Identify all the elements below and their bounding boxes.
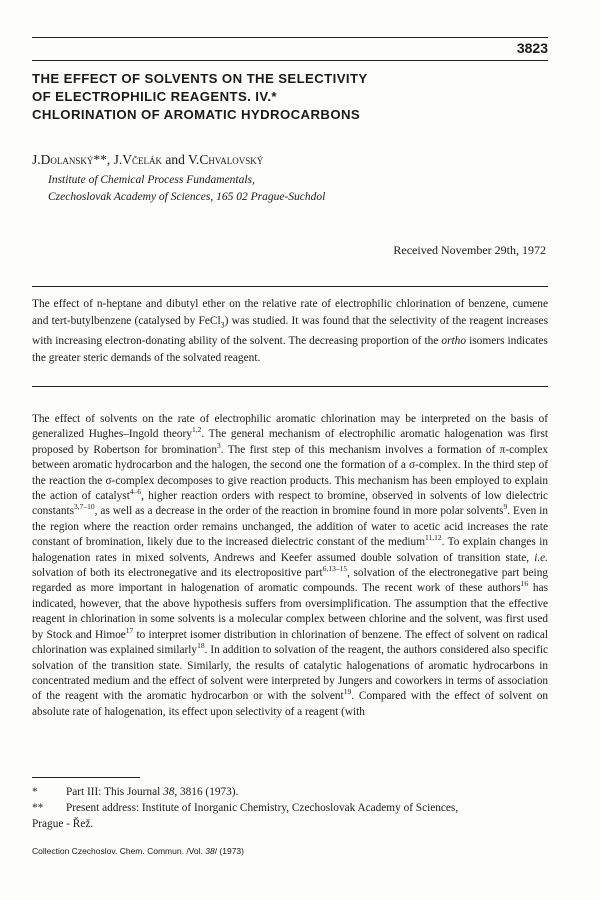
- author-2-initial: J.: [113, 152, 123, 167]
- citation-ref: 16: [520, 579, 529, 589]
- abstract-subscript: 3: [220, 319, 225, 329]
- title-line-1: THE EFFECT OF SOLVENTS ON THE SELECTIVITY: [32, 71, 368, 86]
- citation-ref: 11,12: [425, 533, 442, 543]
- body-text: . The general mechanism of electrophilic aromatic halogenation was first proposed by Robertson for bromination: [32, 428, 548, 456]
- author-3-name: Chvalovský: [199, 152, 264, 167]
- footnote-rule: [32, 777, 140, 778]
- citation-ref: 3: [216, 441, 221, 451]
- footnote-1: [32, 784, 548, 800]
- citation-ref: 6,13–15: [322, 564, 348, 574]
- author-2-name: Včelák: [122, 152, 163, 167]
- body-text: . Compared with the effect of solvent on absolute rate of halogenation, its effect upon selectivity of a reagent (with: [32, 690, 548, 718]
- abstract-ortho: ortho: [441, 335, 467, 348]
- author-separator-1: ,: [106, 152, 114, 167]
- abstract-part-3: isomers indicates the greater steric demands of the solvated reagent.: [32, 335, 548, 365]
- body-text: to interpret isomer distribution in chlorination of benzene. The effect of solvent on radical chlorination was explained similarly: [32, 628, 548, 657]
- body-text: solvation of both its electronegative and its electropositive part: [32, 567, 323, 580]
- citation-ref: 17: [125, 625, 134, 635]
- author-separator-2: and: [162, 152, 189, 167]
- article-title: [32, 70, 552, 124]
- body-paragraph: [32, 412, 548, 720]
- journal-text: / (1973): [214, 846, 244, 856]
- journal-footer: [32, 846, 244, 856]
- body-text: , solvation of the electronegative part being regarded as more important in halogenation of aromatic compounds. The recent work of these authors: [32, 567, 548, 595]
- footnote-text-part: Part III: This Journal: [66, 786, 164, 798]
- citation-ref: 3,7–10: [74, 502, 95, 512]
- journal-volume: 38: [205, 846, 215, 856]
- citation-ref: 1,2: [191, 425, 202, 435]
- citation-ref: 4–6: [129, 487, 142, 497]
- journal-text: Collection Czechoslov. Chem. Commun. /Vol.: [32, 846, 206, 856]
- author-list: [32, 152, 263, 168]
- abstract: [32, 296, 548, 367]
- body-text: has indicated, however, that the above hypothesis suffers from oversimplification. The assumption that the effective reagent in chlorination in some solvents is a molecular complex between chlorine and the solvent, was first used by Stock and Himoe: [32, 582, 548, 641]
- footnote-text-part: , 3816 (1973).: [174, 786, 239, 798]
- title-line-2: OF ELECTROPHILIC REAGENTS. IV.*: [32, 89, 277, 104]
- footnote-text: [66, 784, 548, 800]
- abstract-part-1: The effect of n-heptane and dibutyl ether on the relative rate of electrophilic chlorination of benzene, cumene and tert-butylbenzene (catalysed by FeCl: [32, 298, 548, 327]
- footnote-text: Present address: Institute of Inorganic Chemistry, Czechoslovak Academy of Sciences,: [66, 802, 459, 814]
- body-text: . The first step of this mechanism involves a formation of π-complex between aromatic hydrocarbon and the halogen, the second one the formation of a σ-complex. In the third step of the reaction the σ-complex decomposes to give reaction products. This mechanism has been employed to explain the action of catalyst: [32, 443, 548, 503]
- footnote-mark: **: [32, 802, 44, 814]
- body-text: . Even in the region where the reaction order remains unchanged, the addition of water to acetic acid increases the rate constant of bromination, likely due to the increased dielectric constant of the medium: [32, 505, 548, 549]
- top-rule-1: [32, 37, 548, 38]
- body-text: , as well as a decrease in the order of the reaction in bromine found in more polar solvents: [94, 505, 504, 518]
- body-italic: i.e.: [534, 551, 548, 564]
- author-3-initial: V.: [188, 152, 200, 167]
- top-rule-2: [32, 60, 548, 61]
- received-date: Received November 29th, 1972: [393, 243, 546, 257]
- page-number: 3823: [516, 40, 548, 56]
- author-1-initial: J.: [32, 152, 41, 167]
- abstract-bottom-rule: [32, 386, 548, 387]
- abstract-top-rule: [32, 286, 548, 287]
- citation-ref: 18: [197, 641, 205, 651]
- body-text: . To explain changes in halogenation rates in mixed solvents, Andrews and Keefer assumed double solvation of transition state,: [32, 536, 548, 564]
- affiliation: [48, 172, 325, 206]
- body-text: The effect of solvents on the rate of electrophilic aromatic chlorination may be interpreted on the basis of generalized Hughes–Ingold theory: [32, 413, 548, 441]
- author-1-name: Dolanský**: [40, 152, 107, 167]
- footnotes: [32, 784, 548, 832]
- footnote-2: [32, 800, 548, 816]
- title-line-3: CHLORINATION OF AROMATIC HYDROCARBONS: [32, 107, 361, 122]
- affiliation-line-1: Institute of Chemical Process Fundamentals,: [48, 174, 255, 186]
- citation-ref: 9: [503, 502, 508, 512]
- body-text: , higher reaction orders with respect to bromine, observed in solvents of low dielectric constants: [32, 490, 549, 518]
- footnote-volume: 38: [163, 786, 175, 798]
- abstract-part-2: ) was studied. It was found that the selectivity of the reagent increases with increasing electron-donating ability of the solvent. The decreasing proportion of the: [32, 314, 549, 348]
- citation-ref: 19: [343, 687, 352, 697]
- footnote-mark: *: [32, 786, 38, 798]
- body-text: . In addition to solvation of the reagent, the authors considered also specific solvation of the transition state. Similarly, the results of catalytic halogenations of aromatic hydrocarbons in concentrated medium and the effect of solvent were interpreted by Jungers and coworkers in terms of association of the reagent with the aromatic hydrocarbon or with the solvent: [32, 644, 548, 703]
- affiliation-line-2: Czechoslovak Academy of Sciences, 165 02 Prague-Suchdol: [48, 191, 326, 203]
- footnote-2-continuation: Prague - Řež.: [32, 818, 94, 830]
